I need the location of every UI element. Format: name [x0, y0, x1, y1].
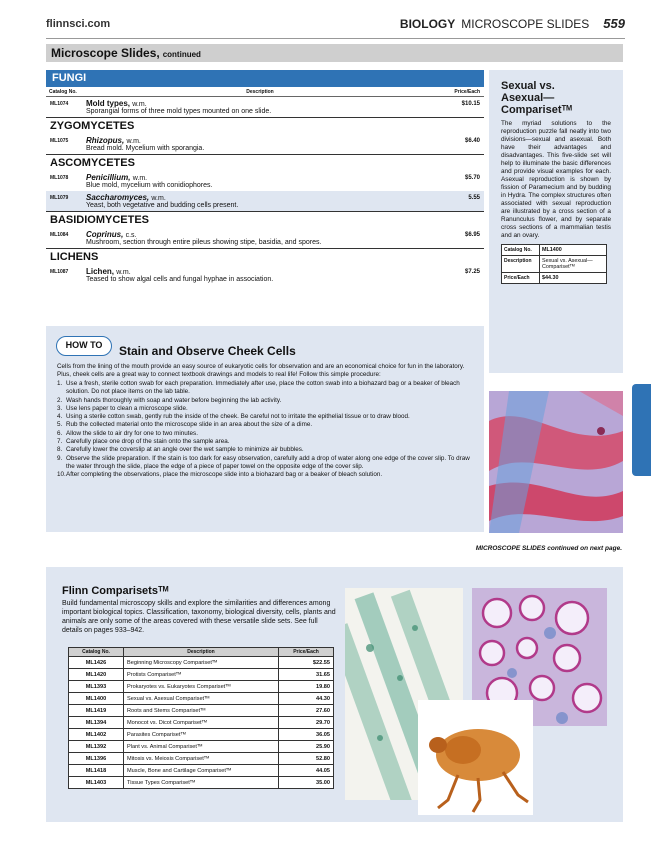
mount-type: w.m. — [116, 269, 131, 276]
catalog-number: ML1420 — [69, 669, 124, 681]
stained-tissue-image — [489, 391, 623, 533]
step-text: After completing the observations, place the microscope slide into a biohazard bag or a beaker of bleach solution. — [66, 471, 383, 479]
sexual-asexual-sidebar — [489, 70, 623, 373]
continued-label: continued — [162, 50, 201, 59]
step-number: 6. — [57, 429, 63, 437]
set-description: Prokaryotes vs. Eukaryotes Comparisetᵀᴹ — [124, 681, 279, 693]
howto-badge: HOW TO — [56, 336, 112, 356]
comparisets-table-body — [69, 657, 334, 789]
step-text: Observe the slide preparation. If the stain is too dark for easy observation, carefully add a drop of water along one edge of the cover slip. To draw the water through the slide, place the edge of a piece of paper towel on the opposite edge of the cover slip. — [66, 454, 470, 470]
col-description: Description — [124, 648, 279, 657]
table-row — [46, 265, 484, 285]
table-row — [69, 705, 334, 717]
catalog-number: ML1400 — [69, 693, 124, 705]
sidebar-key: Catalog No. — [502, 245, 540, 255]
sidebar-key: Description — [502, 256, 540, 272]
table-row — [46, 191, 484, 211]
col-description: Description — [246, 89, 274, 95]
price: 19.80 — [279, 681, 334, 693]
fungi-table-body — [46, 97, 484, 285]
sidebar-body: The myriad solutions to the reproduction puzzle fall neatly into two divisions—sexual and asexual. Both have their advantages and disadvantages. This five-slide set will help to illuminate the basic differences and provide visual examples for each. Asexual reproduction is shown by fission of Paramecium and by budding in Hydra. The complex structures often associated with sexual reproduction are illustrated by a cross section of a Ranunculus flower, and by separate cross sections of a mammalian testis and an ovary. — [501, 120, 611, 239]
mount-type: w.m. — [151, 195, 166, 202]
howto-panel — [46, 326, 484, 532]
price: 5.55 — [468, 195, 480, 201]
step-number: 10. — [57, 471, 66, 479]
table-row — [69, 729, 334, 741]
price: $5.70 — [464, 175, 480, 181]
sidebar-row-catalog — [502, 245, 606, 256]
slide-description: Mushroom, section through entire pileus showing stipe, basidia, and spores. — [86, 239, 322, 246]
header-rule — [46, 38, 625, 39]
price: $22.55 — [279, 657, 334, 669]
section-title — [51, 46, 201, 60]
slide-name — [86, 193, 434, 202]
howto-step — [57, 446, 477, 454]
howto-step — [57, 380, 477, 397]
sidebar-product-table — [501, 244, 607, 284]
fungi-table — [46, 70, 484, 285]
slide-name — [86, 230, 434, 239]
step-number: 4. — [57, 413, 63, 421]
price: $6.95 — [464, 232, 480, 238]
slide-name-text: Penicillium, — [86, 173, 131, 182]
howto-step — [57, 421, 477, 429]
slide-name — [86, 99, 434, 108]
set-description: Protists Comparisetᵀᴹ — [124, 669, 279, 681]
price: 44.30 — [279, 693, 334, 705]
step-text: Carefully lower the coverslip at an angle over the wet sample to minimize air bubbles. — [66, 446, 304, 454]
howto-step — [57, 413, 477, 421]
continued-note: MICROSCOPE SLIDES continued on next page. — [475, 545, 622, 552]
howto-title: Stain and Observe Cheek Cells — [119, 344, 296, 358]
set-description: Roots and Stems Comparisetᵀᴹ — [124, 705, 279, 717]
slide-name — [86, 173, 434, 182]
flea-specimen-photo — [418, 700, 533, 815]
slide-name-text: Rhizopus, — [86, 136, 125, 145]
fungi-subgroup-header: ZYGOMYCETES — [46, 117, 484, 134]
fungi-subgroup-header: BASIDIOMYCETES — [46, 211, 484, 228]
col-price: Price/Each — [279, 648, 334, 657]
catalog-number: ML1075 — [50, 138, 69, 144]
page-number: 559 — [603, 16, 625, 31]
howto-steps — [57, 380, 477, 480]
catalog-number: ML1084 — [50, 232, 69, 238]
comparisets-intro: Build fundamental microscopy skills and explore the similarities and differences among important biological topics. Classification, taxonomy, biological diversity, cells, plants and animals are only some of the areas covered with these versatile slide sets. See full details on pages 933–942. — [62, 600, 336, 634]
howto-step — [57, 397, 477, 405]
set-description: Parasites Comparisetᵀᴹ — [124, 729, 279, 741]
step-text: Use lens paper to clean a microscope slide. — [66, 404, 188, 412]
sidebar-value: ML1400 — [542, 247, 562, 253]
slide-description: Blue mold, mycelium with conidiophores. — [86, 182, 213, 189]
step-number: 3. — [57, 404, 63, 412]
mount-type: c.s. — [125, 232, 137, 239]
catalog-number: ML1074 — [50, 101, 69, 107]
set-description: Sexual vs. Asexual Comparisetᵀᴹ — [124, 693, 279, 705]
catalog-number: ML1403 — [69, 777, 124, 789]
comparisets-title: Flinn Comparisetsᵀᴹ — [62, 585, 169, 597]
table-row — [69, 765, 334, 777]
section-title-bar — [46, 44, 623, 62]
table-row — [46, 228, 484, 248]
catalog-number: ML1078 — [50, 175, 69, 181]
comparisets-header-row — [69, 648, 334, 657]
set-description: Beginning Microscopy Comparisetᵀᴹ — [124, 657, 279, 669]
price: 29.70 — [279, 717, 334, 729]
howto-step — [57, 455, 477, 472]
sidebar-value: Sexual vs. Asexual— Comparisetᵀᴹ — [542, 258, 593, 270]
sidebar-row-description — [502, 256, 606, 273]
table-row — [69, 717, 334, 729]
price: 35.00 — [279, 777, 334, 789]
catalog-number: ML1087 — [50, 269, 69, 275]
step-number: 9. — [57, 454, 63, 462]
set-description: Monocot vs. Dicot Comparisetᵀᴹ — [124, 717, 279, 729]
table-row — [69, 753, 334, 765]
mount-type: w.m. — [126, 138, 141, 145]
row-description — [86, 99, 434, 115]
catalog-number: ML1402 — [69, 729, 124, 741]
sidebar-title-line1: Sexual vs. — [501, 80, 555, 92]
fungi-subgroup-header: ASCOMYCETES — [46, 154, 484, 171]
col-price: Price/Each — [454, 89, 480, 95]
sidebar-key: Price/Each — [502, 273, 540, 283]
catalog-number: ML1393 — [69, 681, 124, 693]
section-title-text: Microscope Slides, — [51, 46, 160, 60]
mount-type: w.m. — [132, 101, 147, 108]
sidebar-title — [501, 80, 611, 116]
slide-name-text: Saccharomyces, — [86, 193, 150, 202]
slide-name-text: Mold types, — [86, 99, 131, 108]
slide-description: Yeast, both vegetative and budding cells present. — [86, 202, 239, 209]
fungi-column-headers — [46, 87, 484, 97]
howto-step — [57, 438, 477, 446]
table-row — [69, 693, 334, 705]
sidebar-title-line2: Asexual— — [501, 92, 555, 104]
price: 44.05 — [279, 765, 334, 777]
mount-type: w.m. — [132, 175, 148, 182]
step-text: Wash hands thoroughly with soap and water before beginning the lab activity. — [66, 396, 282, 404]
price: $6.40 — [464, 138, 480, 144]
site-url[interactable]: flinnsci.com — [46, 18, 111, 30]
comparisets-table — [68, 647, 334, 789]
step-text: Using a sterile cotton swab, gently rub the inside of the cheek. Be careful not to irritate the epithelial tissue or to draw blood. — [66, 413, 410, 421]
table-row — [69, 669, 334, 681]
col-catalog: Catalog No. — [69, 648, 124, 657]
catalog-number: ML1392 — [69, 741, 124, 753]
step-text: Carefully place one drop of the stain onto the sample area. — [66, 438, 230, 446]
price: 52.80 — [279, 753, 334, 765]
set-description: Mitosis vs. Meiosis Comparisetᵀᴹ — [124, 753, 279, 765]
subsection-name: MICROSCOPE SLIDES — [461, 17, 590, 31]
table-row — [46, 97, 484, 117]
col-catalog: Catalog No. — [49, 89, 77, 95]
sidebar-row-price — [502, 273, 606, 283]
row-description — [86, 173, 434, 189]
price: $10.15 — [461, 101, 480, 107]
step-number: 5. — [57, 421, 63, 429]
price: $7.25 — [464, 269, 480, 275]
howto-intro: Cells from the lining of the mouth provide an easy source of eukaryotic cells for observation and are an economical choice for fun in the laboratory. Plus, cheek cells are a great way to connect textbook drawings and models to real life! Follow this simple procedure: — [57, 363, 465, 378]
table-row — [46, 171, 484, 191]
row-description — [86, 193, 434, 209]
set-description: Tissue Types Comparisetᵀᴹ — [124, 777, 279, 789]
slide-description: Teased to show algal cells and fungal hyphae in association. — [86, 276, 274, 283]
table-row — [69, 681, 334, 693]
slide-name-text: Lichen, — [86, 267, 115, 276]
slide-name — [86, 267, 434, 276]
fungi-subgroup-header: LICHENS — [46, 248, 484, 265]
slide-description: Bread mold. Mycelium with sporangia. — [86, 145, 205, 152]
set-description: Plant vs. Animal Comparisetᵀᴹ — [124, 741, 279, 753]
step-number: 7. — [57, 438, 63, 446]
price: 25.90 — [279, 741, 334, 753]
table-row — [69, 777, 334, 789]
row-description — [86, 136, 434, 152]
row-description — [86, 230, 434, 246]
sidebar-value: $44.30 — [542, 275, 559, 281]
step-number: 2. — [57, 396, 63, 404]
section-name: BIOLOGY — [399, 17, 456, 31]
stained-tissue-photo — [489, 391, 623, 533]
howto-step — [57, 430, 477, 438]
price: 27.60 — [279, 705, 334, 717]
howto-step — [57, 405, 477, 413]
step-text: Rub the collected material onto the microscope slide in an area about the size of a dime. — [66, 421, 313, 429]
table-row — [69, 741, 334, 753]
table-row — [46, 134, 484, 154]
price: 36.05 — [279, 729, 334, 741]
row-description — [86, 267, 434, 283]
catalog-number: ML1079 — [50, 195, 69, 201]
price: 31.65 — [279, 669, 334, 681]
howto-step — [57, 471, 477, 479]
header-right — [400, 16, 625, 31]
table-row — [69, 657, 334, 669]
catalog-number: ML1418 — [69, 765, 124, 777]
catalog-number: ML1426 — [69, 657, 124, 669]
sidebar-title-line3: Comparisetᵀᴹ — [501, 104, 572, 116]
set-description: Muscle, Bone and Cartilage Comparisetᵀᴹ — [124, 765, 279, 777]
fungi-group-header: FUNGI — [46, 70, 484, 87]
catalog-number: ML1419 — [69, 705, 124, 717]
catalog-number: ML1394 — [69, 717, 124, 729]
slide-name-text: Coprinus, — [86, 230, 124, 239]
step-text: Use a fresh, sterile cotton swab for each preparation. Immediately after use, place the cotton swab into a biohazard bag or a beaker of bleach solution. Do not place items on the lab table. — [66, 380, 460, 396]
flea-specimen-image — [418, 700, 533, 815]
catalog-number: ML1396 — [69, 753, 124, 765]
step-number: 1. — [57, 380, 63, 387]
slide-description: Sporangial forms of three mold types mounted on one slide. — [86, 108, 272, 115]
section-tab — [632, 384, 651, 476]
step-number: 8. — [57, 446, 63, 454]
step-text: Allow the slide to air dry for one to two minutes. — [66, 429, 198, 437]
slide-name — [86, 136, 434, 145]
